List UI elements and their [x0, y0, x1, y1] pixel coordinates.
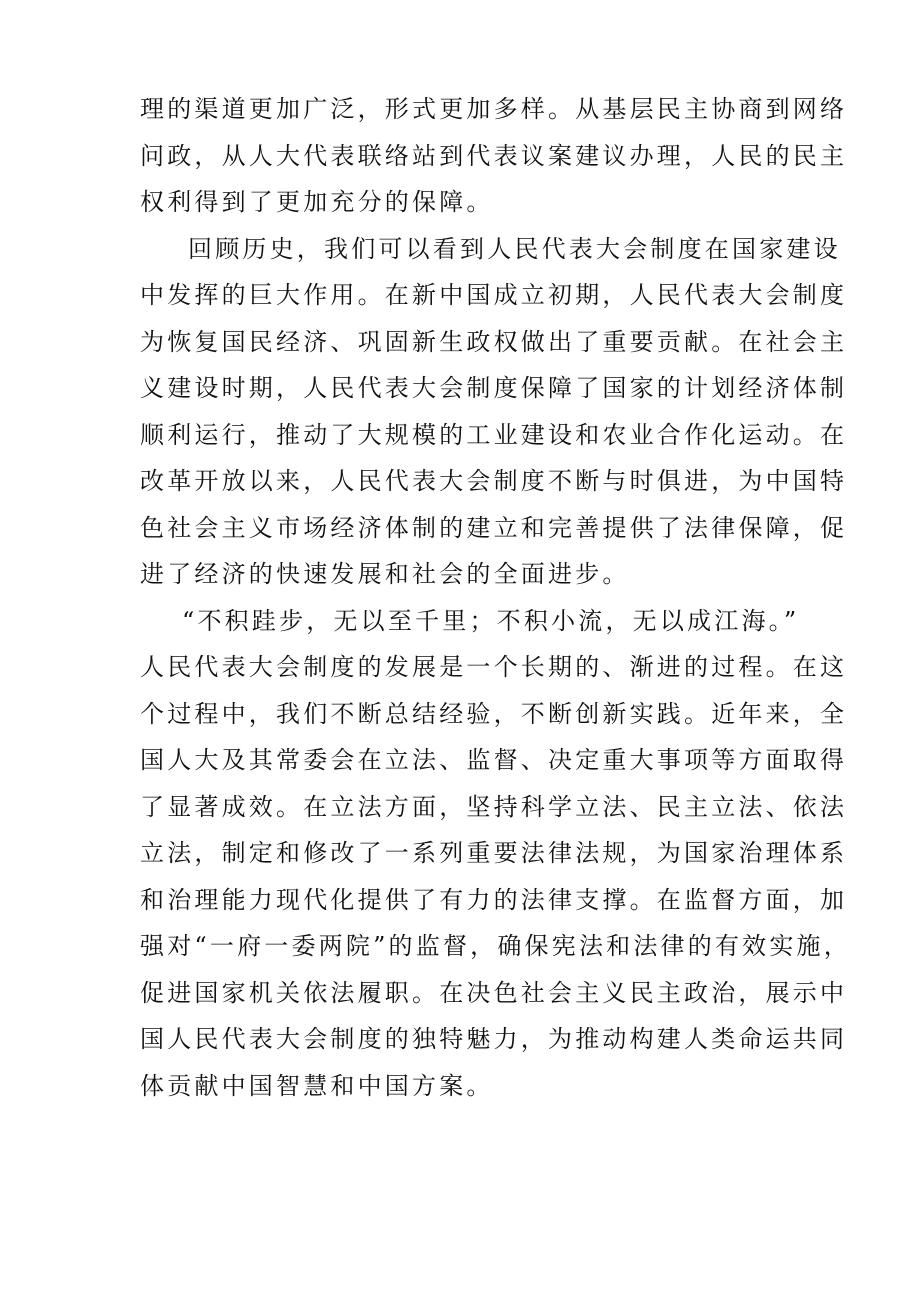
text-line: 改革开放以来，人民代表大会制度不断与时俱进，为中国特	[140, 467, 848, 495]
text-line: 和治理能力现代化提供了有力的法律支撑。在监督方面，加	[140, 885, 848, 914]
text-line: 色社会主义市场经济体制的建立和完善提供了法律保障，促	[140, 513, 848, 542]
body-text	[140, 86, 851, 1109]
text-line: 强对“一府一委两院”的监督，确保宪法和法律的有效实施，	[140, 932, 851, 960]
text-line: 权利得到了更加充分的保障。	[140, 188, 494, 216]
text-line: 中发挥的巨大作用。在新中国成立初期，人民代表大会制度	[140, 281, 848, 309]
text-line: “不积跬步，无以至千里；不积小流，无以成江海。”	[182, 606, 800, 635]
text-line: 人民代表大会制度的发展是一个长期的、渐进的过程。在这	[140, 653, 848, 681]
text-line: 问政，从人大代表联络站到代表议案建议办理，人民的民主	[140, 141, 848, 170]
text-line: 理的渠道更加广泛，形式更加多样。从基层民主协商到网络	[140, 95, 848, 123]
text-line: 义建设时期，人民代表大会制度保障了国家的计划经济体制	[140, 374, 848, 402]
text-line: 顺利运行，推动了大规模的工业建设和农业合作化运动。在	[140, 420, 848, 449]
text-line: 国人大及其常委会在立法、监督、决定重大事项等方面取得	[140, 746, 848, 774]
paragraph-3	[140, 598, 851, 1110]
text-line: 立法，制定和修改了一系列重要法律法规，为国家治理体系	[140, 839, 848, 867]
text-line: 促进国家机关依法履职。在决色社会主义民主政治，展示中	[140, 978, 848, 1007]
text-line: 回顾历史，我们可以看到人民代表大会制度在国家建设	[188, 234, 841, 263]
text-line: 体贡献中国智慧和中国方案。	[140, 1071, 494, 1100]
text-line: 为恢复国民经济、巩固新生政权做出了重要贡献。在社会主	[140, 327, 848, 356]
paragraph-2	[140, 226, 848, 598]
text-line: 进了经济的快速发展和社会的全面进步。	[140, 560, 630, 588]
text-line: 国人民代表大会制度的独特魅力，为推动构建人类命运共同	[140, 1025, 848, 1053]
text-line: 了显著成效。在立法方面，坚持科学立法、民主立法、依法	[140, 792, 848, 821]
text-line: 个过程中，我们不断总结经验，不断创新实践。近年来，全	[140, 699, 848, 728]
paragraph-1	[140, 86, 848, 226]
